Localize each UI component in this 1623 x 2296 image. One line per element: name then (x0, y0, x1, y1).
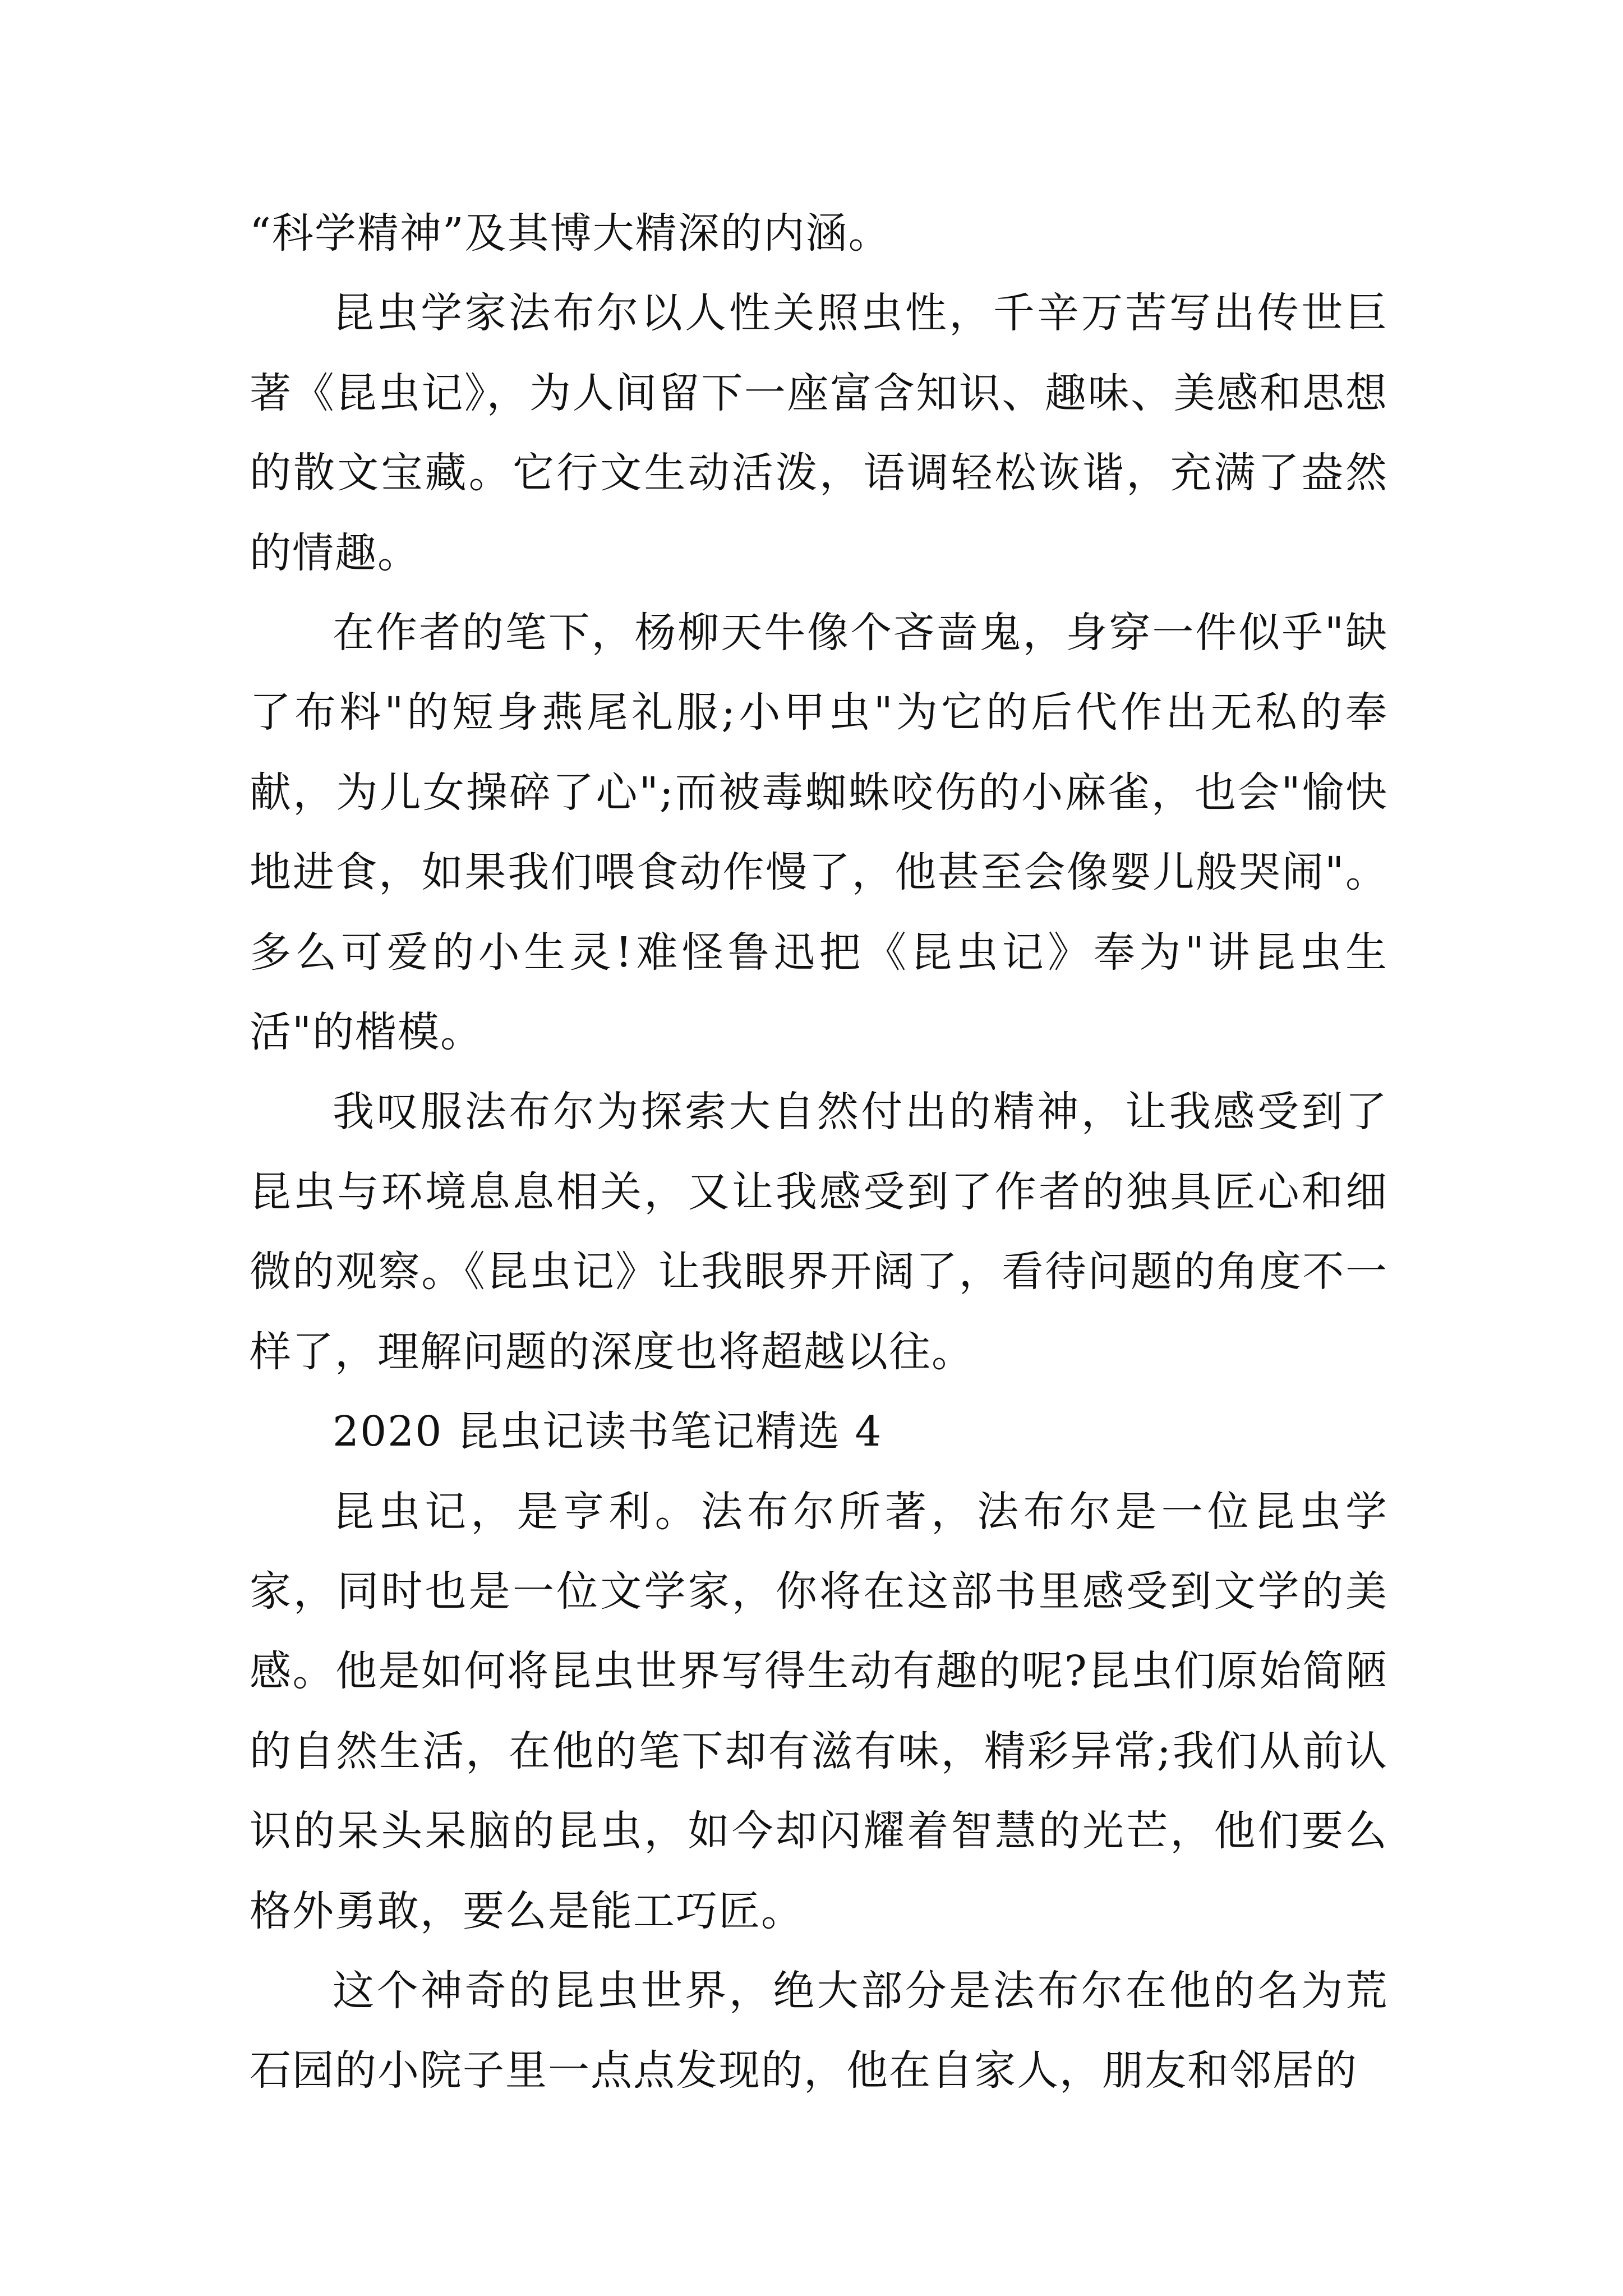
paragraph-author: 昆虫记，是亨利。法布尔所著，法布尔是一位昆虫学家，同时也是一位文学家，你将在这部书里感受到文学的美感。他是如何将昆虫世界写得生动有趣的呢?昆虫们原始简陋的自然生活，在他的笔下却有滋有味，精彩异常;我们从前认识的呆头呆脑的昆虫，如今却闪耀着智慧的光芒，他们要么格外勇敢，要么是能工巧匠。 (250, 1487, 1388, 1935)
paragraph-reflection: 我叹服法布尔为探索大自然付出的精神，让我感受到了昆虫与环境息息相关，又让我感受到了作者的独具匠心和细微的观察。《昆虫记》让我眼界开阔了，看待问题的角度不一样了，理解问题的深度也将超越以往。 (250, 1088, 1388, 1376)
paragraph-garden: 这个神奇的昆虫世界，绝大部分是法布尔在他的名为荒石园的小院子里一点点发现的，他在自家人，朋友和邻居的 (250, 1966, 1388, 2095)
paragraph-examples: 在作者的笔下，杨柳天牛像个吝啬鬼，身穿一件似乎"缺了布料"的短身燕尾礼服;小甲虫"为它的后代作出无私的奉献，为儿女操碎了心";而被毒蜘蛛咬伤的小麻雀，也会"愉快地进食，如果我们喂食动作慢了，他甚至会像婴儿般哭闹"。多么可爱的小生灵!难怪鲁迅把《昆虫记》奉为"讲昆虫生活"的楷模。 (250, 609, 1388, 1057)
section-heading: 2020 昆虫记读书笔记精选 4 (333, 1407, 883, 1456)
document-body (250, 194, 1388, 2111)
paragraph-intro: 昆虫学家法布尔以人性关照虫性，千辛万苦写出传世巨著《昆虫记》，为人间留下一座富含知识、趣味、美感和思想的散文宝藏。它行文生动活泼，语调轻松诙谐，充满了盎然的情趣。 (250, 289, 1388, 577)
paragraph-continuation: “科学精神”及其博大精深的内涵。 (250, 209, 891, 257)
